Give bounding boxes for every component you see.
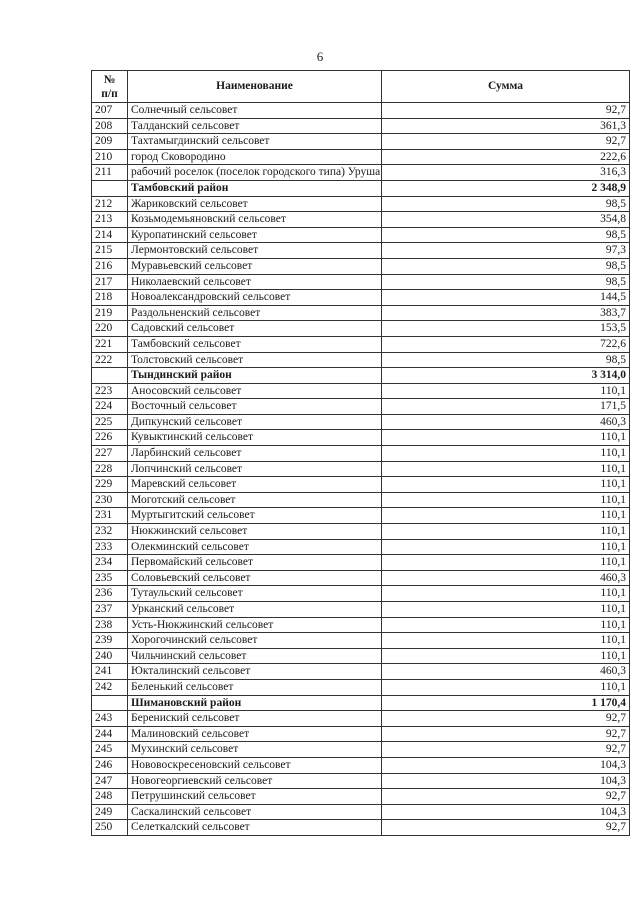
table-row xyxy=(92,757,630,773)
row-sum: 361,3 xyxy=(382,118,630,134)
row-name: Тутаульский сельсовет xyxy=(128,586,382,602)
row-sum: 110,1 xyxy=(382,461,630,477)
row-name: Моготский сельсовет xyxy=(128,492,382,508)
row-number: 211 xyxy=(92,165,128,181)
district-row xyxy=(92,695,630,711)
row-name: Хорогочинский сельсовет xyxy=(128,633,382,649)
header-sum: Сумма xyxy=(382,71,630,103)
table-row xyxy=(92,602,630,618)
row-sum: 104,3 xyxy=(382,804,630,820)
table-row xyxy=(92,586,630,602)
row-name: Дипкунский сельсовет xyxy=(128,414,382,430)
table-row xyxy=(92,149,630,165)
row-sum: 110,1 xyxy=(382,383,630,399)
row-number xyxy=(92,180,128,196)
table-row xyxy=(92,773,630,789)
row-number: 250 xyxy=(92,820,128,836)
table-row xyxy=(92,648,630,664)
row-sum: 92,7 xyxy=(382,789,630,805)
row-sum: 110,1 xyxy=(382,648,630,664)
row-name: Лопчинский сельсовет xyxy=(128,461,382,477)
header-number-line1: № xyxy=(103,73,116,86)
row-sum: 460,3 xyxy=(382,664,630,680)
row-number: 243 xyxy=(92,711,128,727)
table-row xyxy=(92,570,630,586)
row-number: 217 xyxy=(92,274,128,290)
row-name: Куропатинский сельсовет xyxy=(128,227,382,243)
budget-table xyxy=(91,70,630,836)
row-number: 245 xyxy=(92,742,128,758)
row-name: Муртыгитский сельсовет xyxy=(128,508,382,524)
table-row xyxy=(92,134,630,150)
table-row xyxy=(92,617,630,633)
row-name: Козьмодемьяновский сельсовет xyxy=(128,212,382,228)
row-sum: 110,1 xyxy=(382,633,630,649)
row-name: Тахтамыгдинский сельсовет xyxy=(128,134,382,150)
row-number: 218 xyxy=(92,290,128,306)
row-name: Нюкжинский сельсовет xyxy=(128,524,382,540)
table-body xyxy=(92,103,630,836)
table-row xyxy=(92,321,630,337)
table-row xyxy=(92,274,630,290)
row-number: 246 xyxy=(92,757,128,773)
row-name: Урканский сельсовет xyxy=(128,602,382,618)
table-row xyxy=(92,664,630,680)
row-name: Усть-Нюкжинский сельсовет xyxy=(128,617,382,633)
table-row xyxy=(92,726,630,742)
row-name: Тамбовский сельсовет xyxy=(128,336,382,352)
row-name: Лермонтовский сельсовет xyxy=(128,243,382,259)
row-number: 209 xyxy=(92,134,128,150)
row-name: Жариковский сельсовет xyxy=(128,196,382,212)
row-number: 220 xyxy=(92,321,128,337)
table-row xyxy=(92,243,630,259)
row-sum: 110,1 xyxy=(382,524,630,540)
table-row xyxy=(92,492,630,508)
district-row xyxy=(92,368,630,384)
row-name: Шимановский район xyxy=(128,695,382,711)
row-sum: 460,3 xyxy=(382,570,630,586)
row-number: 216 xyxy=(92,258,128,274)
table-row xyxy=(92,461,630,477)
row-name: Соловьевский сельсовет xyxy=(128,570,382,586)
table-row xyxy=(92,804,630,820)
row-number: 228 xyxy=(92,461,128,477)
row-number: 224 xyxy=(92,399,128,415)
row-name: Раздольненский сельсовет xyxy=(128,305,382,321)
row-name: Новогеоргиевский сельсовет xyxy=(128,773,382,789)
row-name: Садовский сельсовет xyxy=(128,321,382,337)
row-number: 232 xyxy=(92,524,128,540)
page-number: 6 xyxy=(316,49,324,64)
row-name: Петрушинский сельсовет xyxy=(128,789,382,805)
row-sum: 222,6 xyxy=(382,149,630,165)
row-sum: 110,1 xyxy=(382,602,630,618)
row-sum: 316,3 xyxy=(382,165,630,181)
row-name: Тындинский район xyxy=(128,368,382,384)
row-sum: 722,6 xyxy=(382,336,630,352)
table-row xyxy=(92,633,630,649)
table-row xyxy=(92,820,630,836)
row-name: Мухинский сельсовет xyxy=(128,742,382,758)
row-number: 239 xyxy=(92,633,128,649)
table-row xyxy=(92,352,630,368)
row-sum: 153,5 xyxy=(382,321,630,337)
table-row xyxy=(92,524,630,540)
row-sum: 3 314,0 xyxy=(382,368,630,384)
row-sum: 97,3 xyxy=(382,243,630,259)
row-name: Берениский сельсовет xyxy=(128,711,382,727)
row-number: 210 xyxy=(92,149,128,165)
row-number: 225 xyxy=(92,414,128,430)
row-number xyxy=(92,368,128,384)
row-sum: 98,5 xyxy=(382,274,630,290)
row-sum: 383,7 xyxy=(382,305,630,321)
row-number: 234 xyxy=(92,555,128,571)
row-name: Новоалександровский сельсовет xyxy=(128,290,382,306)
table-row xyxy=(92,212,630,228)
row-sum: 104,3 xyxy=(382,757,630,773)
table-header-row xyxy=(92,71,630,103)
row-name: рабочий роселок (поселок городского типа) Уруша xyxy=(128,165,382,181)
row-sum: 98,5 xyxy=(382,227,630,243)
table-row xyxy=(92,290,630,306)
table-row xyxy=(92,477,630,493)
row-name: Солнечный сельсовет xyxy=(128,103,382,119)
row-number: 235 xyxy=(92,570,128,586)
row-name: Муравьевский сельсовет xyxy=(128,258,382,274)
district-row xyxy=(92,180,630,196)
table-row xyxy=(92,165,630,181)
header-number-line2: п/п xyxy=(101,87,118,100)
row-name: Чильчинский сельсовет xyxy=(128,648,382,664)
row-number: 229 xyxy=(92,477,128,493)
row-sum: 354,8 xyxy=(382,212,630,228)
row-number: 219 xyxy=(92,305,128,321)
table-row xyxy=(92,258,630,274)
row-name: Малиновский сельсовет xyxy=(128,726,382,742)
row-number: 214 xyxy=(92,227,128,243)
row-number: 226 xyxy=(92,430,128,446)
row-sum: 110,1 xyxy=(382,586,630,602)
table-row xyxy=(92,430,630,446)
row-sum: 92,7 xyxy=(382,820,630,836)
row-number xyxy=(92,695,128,711)
row-number: 248 xyxy=(92,789,128,805)
row-sum: 92,7 xyxy=(382,103,630,119)
row-sum: 92,7 xyxy=(382,726,630,742)
table-row xyxy=(92,399,630,415)
row-number: 247 xyxy=(92,773,128,789)
row-number: 238 xyxy=(92,617,128,633)
row-sum: 110,1 xyxy=(382,539,630,555)
row-sum: 110,1 xyxy=(382,430,630,446)
table-row xyxy=(92,383,630,399)
row-number: 236 xyxy=(92,586,128,602)
table-row xyxy=(92,679,630,695)
table-row xyxy=(92,196,630,212)
table-row xyxy=(92,539,630,555)
table-row xyxy=(92,227,630,243)
row-number: 215 xyxy=(92,243,128,259)
table-row xyxy=(92,789,630,805)
row-name: город Сковородино xyxy=(128,149,382,165)
row-name: Селеткалский сельсовет xyxy=(128,820,382,836)
row-number: 212 xyxy=(92,196,128,212)
row-sum: 98,5 xyxy=(382,352,630,368)
row-sum: 144,5 xyxy=(382,290,630,306)
row-sum: 110,1 xyxy=(382,477,630,493)
row-sum: 92,7 xyxy=(382,742,630,758)
table-row xyxy=(92,414,630,430)
row-name: Беленький сельсовет xyxy=(128,679,382,695)
table-row xyxy=(92,305,630,321)
row-number: 233 xyxy=(92,539,128,555)
row-number: 223 xyxy=(92,383,128,399)
table-row xyxy=(92,103,630,119)
row-sum: 98,5 xyxy=(382,258,630,274)
row-name: Маревский сельсовет xyxy=(128,477,382,493)
header-name: Наименование xyxy=(128,71,382,103)
row-number: 242 xyxy=(92,679,128,695)
row-sum: 110,1 xyxy=(382,555,630,571)
row-sum: 92,7 xyxy=(382,711,630,727)
row-sum: 110,1 xyxy=(382,679,630,695)
row-name: Кувыктинский сельсовет xyxy=(128,430,382,446)
row-sum: 2 348,9 xyxy=(382,180,630,196)
row-number: 244 xyxy=(92,726,128,742)
row-name: Толстовский сельсовет xyxy=(128,352,382,368)
row-name: Талданский сельсовет xyxy=(128,118,382,134)
row-sum: 92,7 xyxy=(382,134,630,150)
table-row xyxy=(92,446,630,462)
row-name: Нововоскресеновский сельсовет xyxy=(128,757,382,773)
row-name: Первомайский сельсовет xyxy=(128,555,382,571)
row-sum: 171,5 xyxy=(382,399,630,415)
row-name: Ларбинский сельсовет xyxy=(128,446,382,462)
row-name: Тамбовский район xyxy=(128,180,382,196)
row-sum: 110,1 xyxy=(382,446,630,462)
row-number: 240 xyxy=(92,648,128,664)
row-sum: 460,3 xyxy=(382,414,630,430)
row-sum: 110,1 xyxy=(382,508,630,524)
table-row xyxy=(92,336,630,352)
row-number: 230 xyxy=(92,492,128,508)
row-number: 227 xyxy=(92,446,128,462)
table-row xyxy=(92,555,630,571)
table-row xyxy=(92,118,630,134)
row-number: 237 xyxy=(92,602,128,618)
row-sum: 98,5 xyxy=(382,196,630,212)
row-sum: 1 170,4 xyxy=(382,695,630,711)
row-number: 213 xyxy=(92,212,128,228)
row-number: 249 xyxy=(92,804,128,820)
row-number: 208 xyxy=(92,118,128,134)
table-row xyxy=(92,742,630,758)
table-row xyxy=(92,508,630,524)
row-name: Саскалинский сельсовет xyxy=(128,804,382,820)
row-number: 221 xyxy=(92,336,128,352)
row-number: 241 xyxy=(92,664,128,680)
row-sum: 110,1 xyxy=(382,492,630,508)
row-number: 222 xyxy=(92,352,128,368)
row-name: Юкталинский сельсовет xyxy=(128,664,382,680)
header-number xyxy=(92,71,128,103)
row-name: Олекминский сельсовет xyxy=(128,539,382,555)
row-name: Восточный сельсовет xyxy=(128,399,382,415)
row-name: Николаевский сельсовет xyxy=(128,274,382,290)
row-sum: 104,3 xyxy=(382,773,630,789)
table-row xyxy=(92,711,630,727)
row-name: Аносовский сельсовет xyxy=(128,383,382,399)
row-number: 207 xyxy=(92,103,128,119)
row-sum: 110,1 xyxy=(382,617,630,633)
row-number: 231 xyxy=(92,508,128,524)
